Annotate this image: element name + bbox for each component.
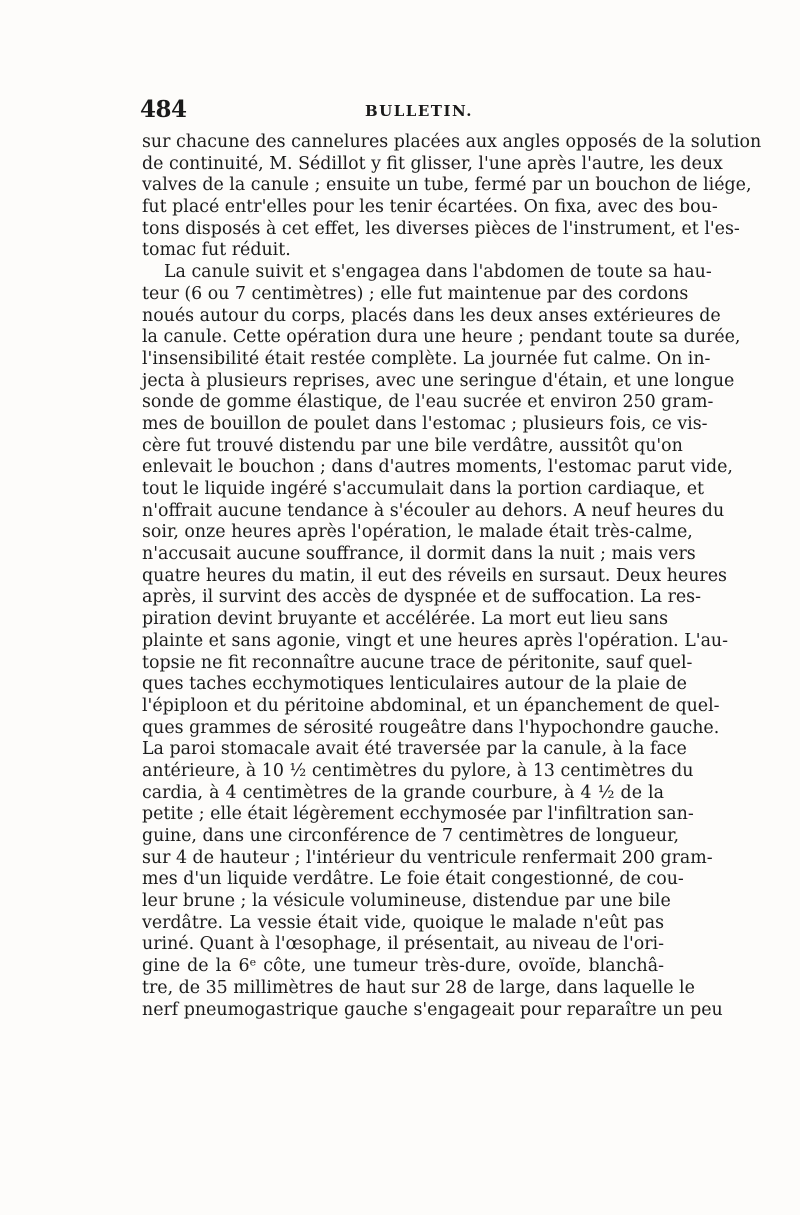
text-line: cère fut trouvé distendu par une bile verdâtre, aussitôt qu'on <box>142 435 683 456</box>
text-line: de continuité, M. Sédillot y fit glisser, l'une après l'autre, les deux <box>142 153 723 174</box>
text-line: leur brune ; la vésicule volumineuse, distendue par une bile <box>142 891 671 912</box>
text-line: la canule. Cette opération dura une heure ; pendant toute sa durée, <box>142 327 741 348</box>
text-line: uriné. Quant à l'œsophage, il présentait, au niveau de l'ori- <box>142 934 664 955</box>
text-line: mes d'un liquide verdâtre. Le foie était congestionné, de cou- <box>142 869 684 890</box>
text-line: tons disposés à cet effet, les diverses pièces de l'instrument, et l'es- <box>142 218 740 239</box>
text-line: après, il survint des accès de dyspnée et de suffocation. La res- <box>142 587 701 608</box>
text-line: fut placé entr'elles pour les tenir écartées. On fixa, avec des bou- <box>142 197 718 218</box>
text-line: ques taches ecchymotiques lenticulaires autour de la plaie de <box>142 674 687 695</box>
text-line: ques grammes de sérosité rougeâtre dans l'hypochondre gauche. <box>142 717 720 738</box>
text-line: antérieure, à 10 ½ centimètres du pylore, à 13 centimètres du <box>142 760 694 781</box>
text-line: l'épiploon et du péritoine abdominal, et un épanchement de quel- <box>142 695 720 716</box>
text-line: sur chacune des cannelures placées aux angles opposés de la solution <box>142 132 762 152</box>
text-line: tre, de 35 millimètres de haut sur 28 de large, dans laquelle le <box>142 977 695 998</box>
page-number: 484 <box>140 96 187 123</box>
text-line: l'insensibilité était restée complète. La journée fut calme. On in- <box>142 348 711 369</box>
text-line: tout le liquide ingéré s'accumulait dans la portion cardiaque, et <box>142 479 705 499</box>
text-line: noués autour du corps, placés dans les deux anses extérieures de <box>142 305 721 326</box>
text-line: nerf pneumogastrique gauche s'engageait pour reparaître un peu <box>142 999 723 1020</box>
text-line: sonde de gomme élastique, de l'eau sucrée et environ 250 gram- <box>142 392 714 413</box>
text-line: La canule suivit et s'engagea dans l'abdomen de toute sa hau- <box>164 262 712 283</box>
page-header <box>140 96 665 126</box>
text-line: enlevait le bouchon ; dans d'autres moments, l'estomac parut vide, <box>142 457 733 478</box>
text-line: gine de la 6ᵉ côte, une tumeur très-dure, ovoïde, blanchâ- <box>142 956 664 977</box>
text-line: cardia, à 4 centimètres de la grande courbure, à 4 ½ de la <box>142 782 664 803</box>
text-line: teur (6 ou 7 centimètres) ; elle fut maintenue par des cordons <box>142 283 689 304</box>
running-title: BULLETIN. <box>365 102 473 120</box>
text-line: guine, dans une circonférence de 7 centimètres de longueur, <box>142 826 680 846</box>
body-text <box>142 132 762 1021</box>
text-line: petite ; elle était légèrement ecchymosée par l'infiltration san- <box>142 804 694 825</box>
text-line: n'offrait aucune tendance à s'écouler au dehors. A neuf heures du <box>142 500 725 521</box>
text-line: topsie ne fit reconnaître aucune trace de péritonite, sauf quel- <box>142 652 693 673</box>
text-line: sur 4 de hauteur ; l'intérieur du ventricule renfermait 200 gram- <box>142 847 713 868</box>
text-line: valves de la canule ; ensuite un tube, fermé par un bouchon de liége, <box>142 175 752 196</box>
text-line: tomac fut réduit. <box>142 240 291 261</box>
text-line: La paroi stomacale avait été traversée par la canule, à la face <box>142 739 687 760</box>
text-line: quatre heures du matin, il eut des réveils en sursaut. Deux heures <box>142 565 727 586</box>
text-line: soir, onze heures après l'opération, le malade était très-calme, <box>142 522 693 543</box>
text-line: verdâtre. La vessie était vide, quoique le malade n'eût pas <box>142 912 664 933</box>
text-line: plainte et sans agonie, vingt et une heures après l'opération. L'au- <box>142 630 729 651</box>
text-line: mes de bouillon de poulet dans l'estomac ; plusieurs fois, ce vis- <box>142 413 708 434</box>
text-line: n'accusait aucune souffrance, il dormit dans la nuit ; mais vers <box>142 544 696 565</box>
text-line: jecta à plusieurs reprises, avec une seringue d'étain, et une longue <box>142 370 735 391</box>
text-line: piration devint bruyante et accélérée. La mort eut lieu sans <box>142 609 669 630</box>
